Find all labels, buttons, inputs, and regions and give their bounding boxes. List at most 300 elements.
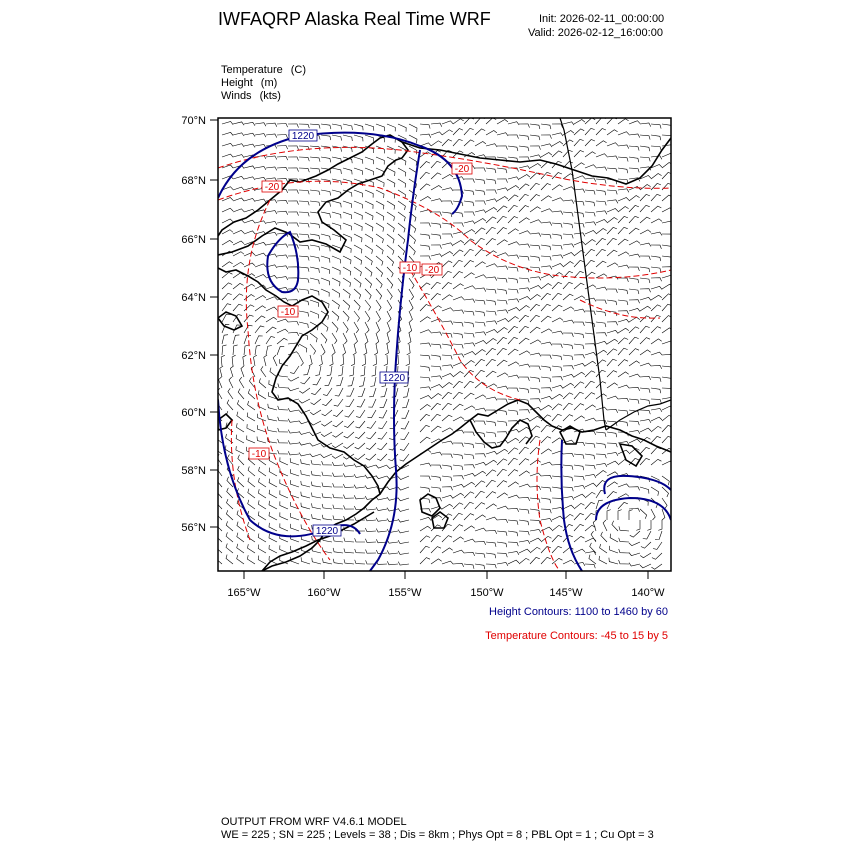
wind-barb [519, 558, 529, 564]
wind-barb [255, 145, 266, 149]
wind-barb [541, 437, 551, 443]
wind-barb [629, 241, 640, 245]
wind-barb [431, 173, 441, 179]
wind-barb [333, 494, 343, 498]
wind-barb [607, 322, 618, 326]
wind-barb [574, 485, 585, 488]
wind-barb [232, 355, 236, 366]
kodiak-island-1 [420, 494, 440, 516]
wind-barb [288, 190, 299, 194]
wind-barb [475, 462, 486, 465]
wind-barb [354, 234, 362, 242]
wind-barb [334, 399, 343, 406]
wind-barb [376, 333, 379, 344]
wind-barb [255, 134, 266, 138]
wind-barb [640, 185, 651, 191]
wind-barb [278, 384, 288, 389]
wind-barb [431, 306, 442, 311]
wind-barb [299, 399, 310, 403]
longitude-label: 150°W [470, 587, 504, 599]
wind-barb [442, 140, 452, 147]
wind-barb [311, 482, 321, 487]
wind-barb [596, 201, 606, 205]
wind-barb [596, 261, 606, 267]
wind-barb [574, 233, 585, 237]
wind-barb [629, 374, 640, 377]
wind-barb [552, 516, 563, 520]
wind-barb [420, 387, 431, 391]
wind-barb [658, 520, 662, 530]
wind-barb [651, 194, 661, 201]
wind-barb [618, 319, 629, 322]
longitude-labels [227, 587, 665, 599]
wind-barb [420, 517, 431, 520]
wind-barb [486, 300, 496, 305]
wind-barb [508, 458, 518, 465]
plot-title: IWFAQRP Alaska Real Time WRF [218, 9, 491, 29]
wind-barb [264, 355, 267, 366]
wind-barb [530, 340, 541, 344]
wind-barb [270, 368, 277, 377]
wind-barb [618, 410, 628, 415]
wind-barb [365, 256, 372, 265]
wind-barb [330, 355, 334, 366]
wind-barb [453, 381, 463, 388]
wind-barb [486, 542, 496, 547]
wind-barb [254, 355, 257, 366]
wind-barb [354, 135, 363, 141]
wind-barb [233, 304, 243, 311]
wind-barb [585, 513, 595, 520]
wind-barb [310, 454, 321, 457]
wind-barb [288, 419, 299, 423]
wind-barb [629, 267, 639, 271]
wind-barb [299, 190, 309, 194]
wind-barb [357, 399, 365, 407]
wind-barb [574, 129, 584, 135]
wind-barb [378, 432, 387, 439]
wind-barb [486, 330, 497, 334]
wind-barb [519, 520, 529, 525]
wind-barb [453, 465, 463, 470]
wind-barb [486, 504, 497, 509]
wind-barb [343, 124, 352, 130]
wind-barb [475, 382, 485, 388]
wind-barb [475, 250, 485, 257]
wind-barb [420, 124, 430, 129]
wind-barb [237, 533, 244, 542]
wind-barb [475, 395, 486, 399]
wind-barb [288, 352, 299, 355]
wind-barb [640, 135, 650, 140]
wind-barb [321, 190, 331, 196]
wind-barb [486, 168, 496, 173]
wind-barb [486, 359, 496, 366]
wind-barb [497, 319, 508, 323]
wind-barb [453, 344, 463, 348]
wind-barb [333, 505, 343, 509]
wind-barb [574, 201, 584, 206]
wind-barb [229, 377, 233, 388]
wind-barb [420, 487, 430, 492]
wind-barb [325, 377, 332, 385]
wind-barb [420, 476, 430, 480]
wind-barb [431, 366, 441, 370]
wind-barb [607, 218, 618, 224]
wind-barb [629, 430, 640, 433]
wind-barb [508, 438, 519, 443]
wind-barb [420, 405, 431, 411]
wind-barb [310, 124, 320, 129]
wind-barb [641, 542, 651, 548]
wind-barb [640, 157, 650, 161]
wind-barb [367, 421, 376, 428]
wind-barb [420, 245, 430, 250]
wind-barb [354, 124, 363, 130]
wind-barb [552, 293, 562, 300]
wind-barb [277, 135, 288, 139]
wind-barb [355, 560, 365, 564]
wind-barb [216, 521, 222, 531]
wind-barb [464, 343, 475, 347]
wind-barb [486, 384, 497, 388]
wind-barb [249, 378, 255, 389]
wind-barb [266, 307, 277, 311]
wind-barb [585, 502, 595, 509]
wind-barb [277, 266, 288, 269]
field-name: Winds [221, 90, 252, 102]
wind-barb [464, 128, 474, 135]
wind-barb [640, 217, 650, 223]
wind-barb [409, 300, 413, 311]
temp-contour [231, 420, 250, 540]
wind-barb [345, 399, 354, 407]
wind-barb [574, 283, 584, 289]
wind-barb [354, 278, 361, 287]
wind-barb [508, 531, 518, 536]
wind-barb [222, 122, 233, 125]
wind-barb [640, 256, 650, 260]
wind-barb [354, 245, 362, 253]
longitude-label: 165°W [227, 587, 261, 599]
wind-barb [351, 355, 355, 366]
wind-barb [387, 550, 398, 554]
wind-barb [574, 163, 585, 168]
wind-barb [601, 532, 607, 542]
wind-barb [321, 289, 329, 297]
wind-barb [486, 421, 496, 426]
wind-barb [354, 311, 360, 322]
wind-barb [629, 300, 640, 304]
wind-barb [519, 549, 530, 553]
wind-barb [585, 525, 595, 531]
wind-barb [222, 283, 232, 289]
wind-barb [497, 399, 507, 403]
wind-barb [356, 421, 366, 428]
wind-barb [530, 557, 540, 564]
wind-barb [563, 122, 574, 125]
wind-barb [431, 559, 442, 564]
wind-barb [519, 146, 529, 151]
wind-barb [338, 366, 343, 376]
wind-barb [640, 419, 651, 422]
wind-barb [349, 366, 354, 376]
wind-barb [311, 460, 321, 465]
wind-barb [278, 450, 288, 454]
wind-barb [387, 201, 395, 210]
wind-barb [508, 217, 518, 224]
wind-barb [442, 355, 452, 359]
wind-barb [321, 124, 331, 129]
wind-barb [640, 447, 650, 454]
wind-barb [387, 300, 392, 311]
wind-barb [574, 176, 585, 179]
wind-barb [387, 322, 390, 333]
wind-barb [629, 542, 640, 546]
wind-barb [290, 491, 299, 498]
wind-barb [464, 393, 474, 399]
wind-barb [464, 492, 474, 498]
wind-barb [364, 344, 367, 355]
wind-barb [398, 530, 409, 533]
wind-barb [238, 389, 244, 399]
wind-barb [355, 432, 365, 439]
wind-barb [453, 119, 464, 124]
wind-barb [596, 454, 606, 458]
wind-barb [607, 432, 617, 437]
wind-barb [453, 129, 463, 136]
wind-barb [244, 133, 255, 136]
wind-barb [431, 245, 442, 249]
wind-barb [442, 261, 452, 267]
wind-barb [574, 120, 585, 125]
wind-barb [519, 531, 529, 535]
wind-barb [431, 487, 441, 492]
wind-barb [486, 264, 497, 267]
wind-barb [431, 394, 442, 400]
wind-barb [442, 415, 452, 421]
wind-barb [475, 553, 485, 558]
wind-barb [629, 317, 640, 322]
wind-barb [310, 443, 321, 446]
wind-barb [420, 283, 430, 289]
wind-barb [355, 443, 365, 449]
wind-barb [431, 282, 441, 289]
wind-barb [574, 404, 584, 410]
wind-barb [237, 400, 244, 410]
wind-barb [464, 311, 474, 316]
wind-barb [277, 222, 288, 226]
wind-barb [442, 374, 453, 378]
wind-barb [541, 487, 551, 492]
wind-barb [629, 421, 639, 425]
wind-barb [266, 297, 277, 300]
temperature-contours-legend: Temperature Contours: -45 to 15 by 5 [485, 630, 668, 642]
wind-barb [239, 377, 244, 388]
wind-barb [442, 344, 452, 349]
wind-barb [541, 366, 551, 371]
wind-barb [453, 392, 463, 399]
wind-barb [398, 179, 406, 188]
wind-barb [563, 374, 574, 377]
wind-barb [651, 388, 661, 393]
wind-barb [541, 462, 552, 465]
wind-barb [409, 311, 412, 322]
wind-barb [322, 472, 332, 476]
wind-barb [354, 485, 365, 489]
wind-barb [222, 314, 230, 322]
wind-barb [574, 382, 584, 388]
wind-barb [519, 447, 529, 454]
wind-barb [530, 416, 541, 421]
wind-barb [486, 371, 496, 377]
wind-barb [244, 122, 255, 125]
wind-barb [226, 532, 233, 542]
wind-barb [398, 234, 405, 244]
wind-barb [574, 151, 584, 158]
wind-barb [651, 426, 661, 432]
wind-barb [354, 256, 362, 265]
wind-barb [332, 157, 342, 163]
wind-barb [640, 278, 650, 283]
wind-barb [552, 535, 562, 542]
wind-barb [299, 267, 309, 272]
wind-barb [354, 157, 363, 164]
wind-barb [376, 190, 384, 198]
wind-barb [322, 399, 332, 406]
wind-barb [280, 512, 288, 520]
wind-barb [398, 212, 405, 221]
wind-barb [629, 168, 639, 172]
wind-barb [541, 222, 552, 226]
wind-barb [563, 320, 574, 323]
wind-barb [409, 234, 416, 244]
wind-barb [269, 545, 277, 553]
wind-barb [233, 335, 239, 344]
wind-barb [475, 350, 486, 356]
wind-barb [596, 490, 605, 498]
wind-barb [497, 328, 508, 334]
wind-barb [299, 168, 309, 172]
wind-barb [607, 156, 618, 160]
wind-barb [464, 526, 475, 531]
wind-barb [640, 194, 650, 201]
wind-barb [442, 504, 453, 509]
wind-barb [541, 266, 552, 270]
wind-barb [420, 234, 430, 239]
wind-barb [629, 134, 640, 138]
wind-barb [312, 558, 321, 564]
wind-barb [354, 300, 360, 310]
wind-barb [530, 426, 540, 432]
wind-barb [244, 209, 255, 212]
wind-barb [652, 553, 662, 559]
wind-barb [651, 459, 661, 465]
wind-barb [629, 439, 640, 443]
wind-barb [321, 157, 331, 162]
wind-barb [402, 410, 410, 418]
wind-barb [640, 146, 650, 151]
wind-barb [222, 335, 228, 344]
wind-barb [563, 403, 573, 410]
wind-barb [336, 377, 343, 386]
wind-barb [420, 355, 430, 360]
wind-barb [607, 359, 617, 366]
wind-barb [237, 544, 244, 553]
wind-barb [420, 366, 430, 371]
wind-barb [248, 489, 255, 498]
wind-barb [464, 564, 474, 569]
wind-barb [387, 508, 398, 511]
wind-barb [299, 453, 310, 456]
wind-barb [629, 146, 639, 151]
wind-barb [508, 482, 519, 487]
wind-barb [420, 526, 431, 531]
wind-barb [376, 201, 384, 209]
wind-barb [629, 337, 639, 344]
wind-barb [366, 443, 376, 450]
wind-barb [464, 201, 474, 206]
wind-barb [596, 471, 607, 477]
wind-barb [619, 526, 629, 531]
wind-barb [486, 118, 496, 124]
wind-barb [475, 408, 486, 411]
wind-barb [332, 256, 340, 263]
wind-barb [332, 201, 341, 207]
wind-barb [407, 344, 411, 355]
wind-barb [486, 217, 496, 223]
wind-barb [585, 371, 595, 377]
wind-barb [247, 424, 255, 432]
wind-barb [321, 278, 330, 285]
wind-barb [486, 131, 497, 136]
wind-barb [453, 443, 463, 447]
wind-barb [519, 471, 530, 476]
wind-barb [420, 143, 431, 146]
wind-barb [442, 234, 453, 238]
wind-barb [640, 428, 651, 432]
wind-barb [552, 394, 563, 399]
wind-barb [497, 493, 508, 498]
model-info: OUTPUT FROM WRF V4.6.1 MODEL [221, 816, 407, 828]
wind-barb [464, 322, 474, 327]
wind-barb [464, 454, 474, 459]
wind-barb [508, 278, 518, 283]
wind-barb [266, 337, 275, 345]
wind-barb [630, 531, 640, 537]
wind-barb [257, 425, 266, 432]
wind-barb [596, 333, 607, 337]
wind-barb [530, 547, 540, 553]
wind-barb [508, 470, 518, 476]
wind-barb [431, 465, 441, 469]
wind-barb [486, 321, 497, 325]
wind-barb [216, 510, 222, 520]
wind-barb [640, 410, 650, 414]
wind-barb [596, 274, 607, 278]
wind-barb [508, 551, 519, 554]
wind-barb [401, 421, 409, 429]
wind-barb [629, 254, 640, 257]
wind-barb [453, 284, 464, 289]
wind-barb [640, 243, 651, 246]
wind-barb [222, 240, 233, 245]
wind-barb [442, 476, 452, 481]
wind-barb [629, 563, 640, 566]
wind-barb [591, 531, 596, 542]
wind-barb [398, 562, 409, 566]
wind-barb [322, 493, 332, 498]
